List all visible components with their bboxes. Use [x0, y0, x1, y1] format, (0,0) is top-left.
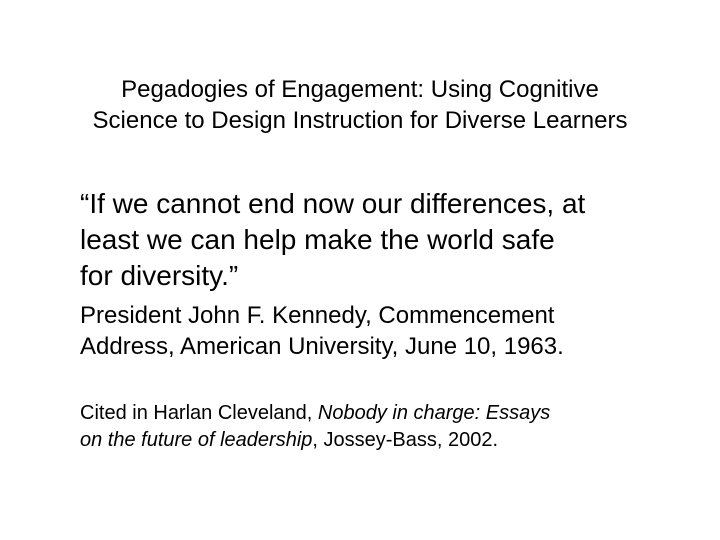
citation-book-title-part-2: on the future of leadership [80, 429, 313, 451]
citation-suffix: , Jossey-Bass, 2002. [312, 429, 499, 451]
slide-title [30, 74, 690, 136]
kennedy-quote [80, 186, 690, 294]
quote-line-3: for diversity.” [80, 260, 239, 291]
citation-line-2 [80, 427, 700, 454]
quote-line-2: least we can help make the world safe [80, 224, 555, 255]
title-line-2: Science to Design Instruction for Diverse Learners [92, 107, 628, 134]
attribution-line-1: President John F. Kennedy, Commencement [80, 302, 555, 329]
title-line-1: Pegadogies of Engagement: Using Cognitive [121, 76, 599, 103]
citation-line-1 [80, 400, 700, 427]
source-citation [80, 400, 700, 454]
attribution-line-2: Address, American University, June 10, 1963. [80, 333, 564, 360]
citation-prefix: Cited in Harlan Cleveland, [80, 402, 318, 424]
quote-line-1: “If we cannot end now our differences, at [80, 188, 586, 219]
quote-attribution [80, 300, 700, 362]
citation-book-title-part-1: Nobody in charge: Essays [317, 402, 551, 424]
